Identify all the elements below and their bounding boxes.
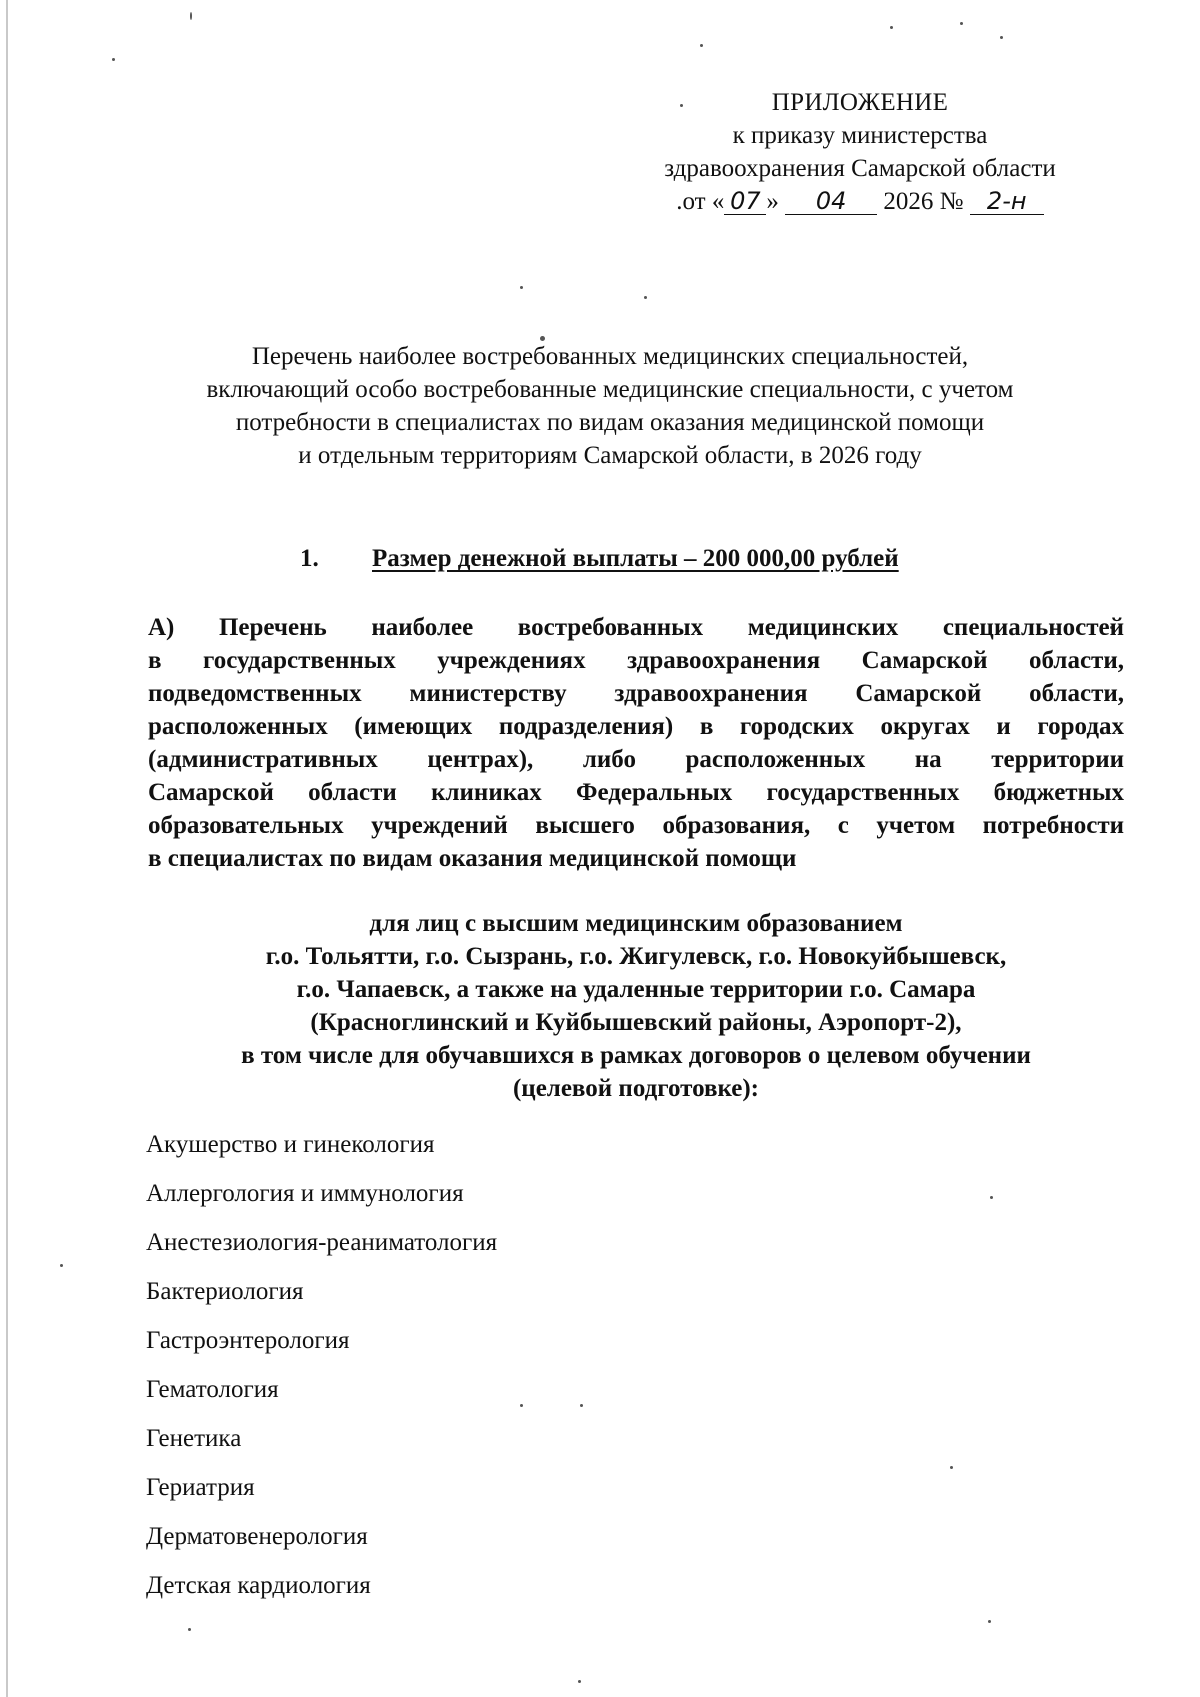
section-heading [300,545,899,573]
paragraph-line: Самарской области клиниках Федеральных государственных бюджетных [148,779,1124,806]
scan-speck [960,22,963,25]
scan-speck [890,26,893,29]
specialty-item: Гериатрия [146,1474,255,1501]
specialty-item: Дерматовенерология [146,1523,368,1550]
scan-speck [950,1466,953,1469]
paragraph-line: в государственных учреждениях здравоохранения Самарской области, [148,647,1124,674]
scan-speck [520,1404,523,1407]
specialty-item: Анестезиология-реаниматология [146,1229,498,1256]
scan-speck [1000,36,1003,39]
scan-speck [578,1680,581,1683]
subheading-line: г.о. Чапаевск, а также на удаленные территории г.о. Самара [296,976,976,1003]
specialty-item: Гематология [146,1376,279,1403]
page-edge [6,0,8,1697]
subheading-line: для лиц с высшим медицинским образованием [369,910,903,937]
subheading-line: в том числе для обучавшихся в рамках договоров о целевом обучении [241,1042,1031,1069]
date-day-close: » [766,188,779,215]
specialty-item: Аллергология и иммунология [146,1180,464,1207]
paragraph-line: образовательных учреждений высшего образования, с учетом потребности [148,812,1124,839]
scan-speck [520,286,523,289]
target-audience-heading [148,907,1124,1105]
date-year: 2026 № [883,188,964,215]
paragraph-line: А) Перечень наиболее востребованных медицинских специальностей [148,614,1124,641]
scan-speck [112,58,115,61]
paragraph-line: расположенных (имеющих подразделения) в городских округах и городах [148,713,1124,740]
title-line: и отдельным территориям Самарской области, в 2026 году [298,442,922,469]
date-month-handwritten: 04 [785,188,877,215]
specialty-item: Гастроэнтерология [146,1327,350,1354]
scan-speck [700,44,703,47]
specialty-item: Детская кардиология [146,1572,371,1599]
scan-speck [190,12,192,20]
section-number: 1. [300,545,319,572]
paragraph-a [148,611,1124,875]
scan-speck [990,1196,993,1199]
document-title [160,340,1060,472]
scan-speck [988,1620,991,1623]
scan-speck [188,1628,191,1631]
title-line: потребности в специалистах по видам оказания медицинской помощи [235,409,985,436]
annex-header [600,86,1120,218]
scan-speck [60,1264,63,1267]
annex-line-order: к приказу министерства [732,122,988,149]
scan-speck [644,296,647,299]
annex-line-ministry: здравоохранения Самарской области [664,155,1056,182]
annex-title: ПРИЛОЖЕНИЕ [771,89,949,116]
specialty-item: Бактериология [146,1278,304,1305]
specialty-item: Генетика [146,1425,242,1452]
scan-speck [580,1404,583,1407]
section-heading-text: Размер денежной выплаты – 200 000,00 рублей [372,545,899,572]
title-line: Перечень наиболее востребованных медицинских специальностей, [251,343,969,370]
paragraph-line: подведомственных министерству здравоохранения Самарской области, [148,680,1124,707]
date-day-handwritten: 07 [724,188,766,215]
subheading-line: (целевой подготовке): [512,1075,760,1102]
paragraph-line: (административных центрах), либо расположенных на территории [148,746,1124,773]
title-line: включающий особо востребованные медицинские специальности, с учетом [206,376,1014,403]
annex-date-line [600,185,1120,218]
subheading-line: (Красноглинский и Куйбышевский районы, Аэропорт-2), [310,1009,962,1036]
specialty-item: Акушерство и гинекология [146,1131,435,1158]
order-number-handwritten: 2-н [970,188,1044,215]
subheading-line: г.о. Тольятти, г.о. Сызрань, г.о. Жигулевск, г.о. Новокуйбышевск, [265,943,1007,970]
date-prefix: .от « [676,188,725,215]
specialties-list [146,1128,497,1618]
paragraph-line: в специалистах по видам оказания медицинской помощи [148,845,797,872]
